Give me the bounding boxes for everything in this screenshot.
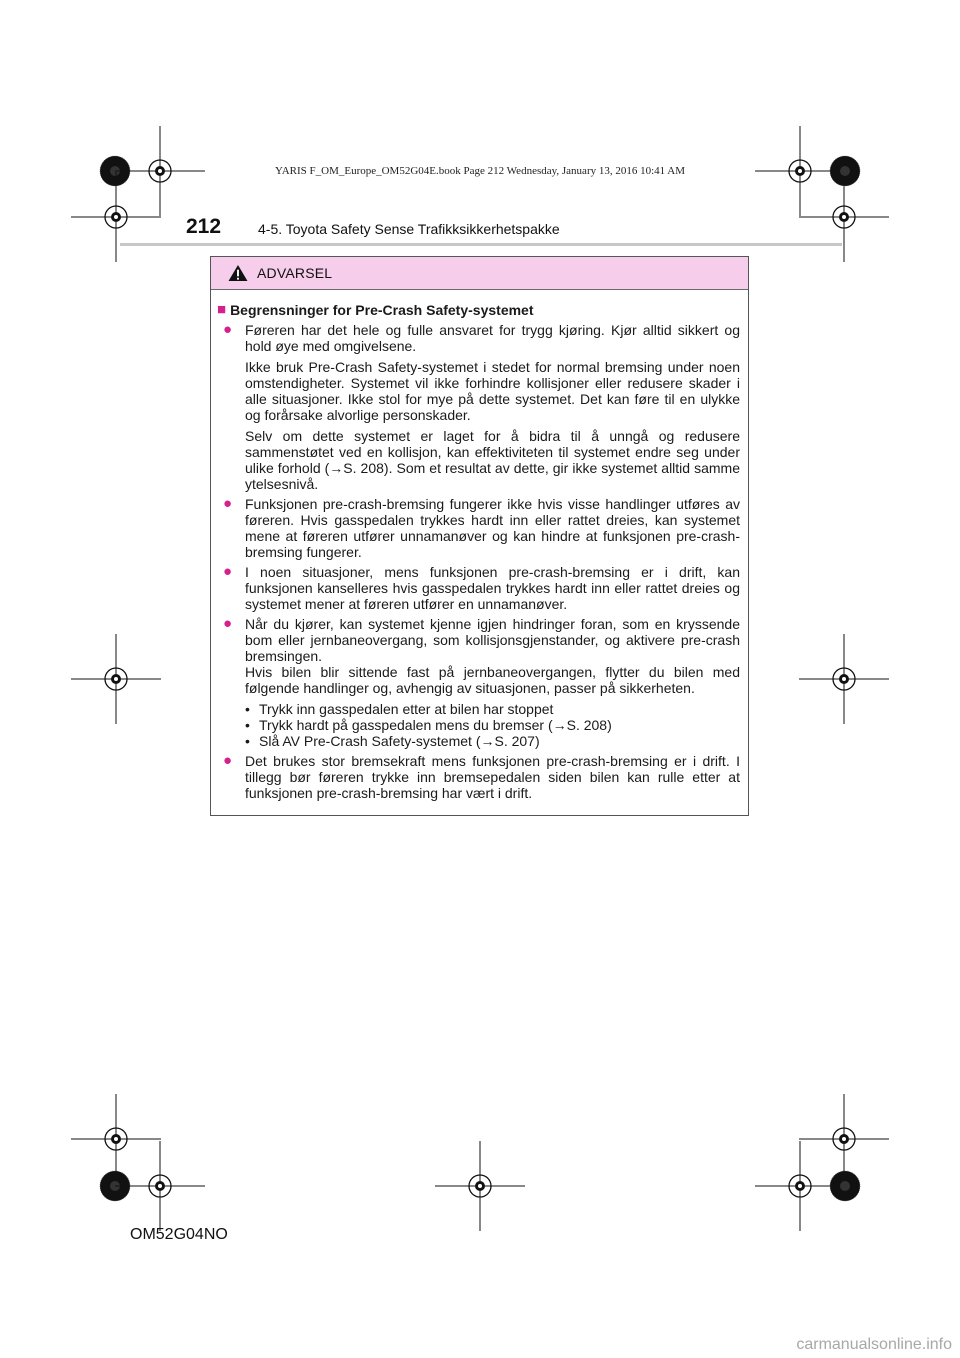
sub-item-text: Slå AV Pre-Crash Safety-systemet (→S. 207) (259, 733, 540, 749)
paragraph: Funksjonen pre-crash-bremsing fungerer ikke hvis visse handlinger utføres av føreren. Hvis gasspedalen trykkes hardt inn eller rattet dreies, kan systemet mene at føreren utfører unnamanøver og kan hindre at funksjonen pre-crash-bremsing fungerer. (245, 496, 740, 560)
circle-bullet-icon: ● (223, 495, 233, 512)
sub-list-item (245, 701, 740, 717)
list-item (217, 322, 740, 492)
watermark: carmanualsonline.info (796, 1336, 952, 1353)
list-item (217, 753, 740, 801)
sub-list-item (245, 733, 740, 749)
list-item (217, 496, 740, 560)
document-code: OM52G04NO (130, 1226, 228, 1243)
small-bullet-icon: • (245, 717, 250, 733)
paragraph: Ikke bruk Pre-Crash Safety-systemet i stedet for normal bremsing under noen omstendigheter. Systemet vil ikke forhindre kollisjoner eller redusere skader i alle situasjoner. Ikke stol for mye på dette systemet. Det kan føre til en ulykke og forårsake alvorlige personskader. (245, 359, 740, 423)
sub-item-text: Trykk hardt på gasspedalen mens du bremser (→S. 208) (259, 717, 612, 733)
circle-bullet-icon: ● (223, 321, 233, 338)
page-number: 212 (186, 215, 222, 238)
circle-bullet-icon: ● (223, 752, 233, 769)
circle-bullet-icon: ● (223, 563, 233, 580)
small-bullet-icon: • (245, 701, 250, 717)
section-title: 4-5. Toyota Safety Sense Trafikksikkerhetspakke (258, 221, 560, 237)
header-rule (120, 243, 842, 246)
warning-box (210, 256, 749, 816)
warning-body (211, 290, 748, 801)
paragraph: Det brukes stor bremsekraft mens funksjonen pre-crash-bremsing er i drift. I tillegg bør føreren trykke inn bremsepedalen siden bilen kan rulle etter at funksjonen pre-crash-bremsing har vært i drift. (245, 753, 740, 801)
list-item (217, 564, 740, 612)
warning-label: ADVARSEL (257, 265, 333, 281)
warning-triangle-icon (227, 264, 249, 282)
circle-bullet-icon: ● (223, 615, 233, 632)
warning-header (211, 257, 748, 290)
paragraph: Føreren har det hele og fulle ansvaret for trygg kjøring. Kjør alltid sikkert og hold øye med omgivelsene. (245, 322, 740, 354)
square-bullet-icon: ■ (217, 301, 227, 318)
sub-item-text: Trykk inn gasspedalen etter at bilen har stoppet (259, 701, 554, 717)
print-header: YARIS F_OM_Europe_OM52G04E.book Page 212 Wednesday, January 13, 2016 10:41 AM (274, 165, 686, 177)
list-item (217, 616, 740, 749)
topic-title (217, 302, 740, 318)
paragraph: Når du kjører, kan systemet kjenne igjen hindringer foran, som en kryssende bom eller jernbaneovergang, som kollisjonsgjenstander, og aktivere pre-crash bremsingen. (245, 616, 740, 664)
paragraph: Selv om dette systemet er laget for å bidra til å unngå og redusere sammenstøtet ved en kollisjon, kan effektiviteten til systemet endre seg under ulike forhold (→S. 208). Som et resultat av dette, gir ikke systemet alltid samme ytelsesnivå. (245, 428, 740, 492)
sub-list-item (245, 717, 740, 733)
paragraph: Hvis bilen blir sittende fast på jernbaneovergangen, flytter du bilen med følgende handlinger og, avhengig av situasjonen, passer på sikkerheten. (245, 664, 740, 696)
paragraph: I noen situasjoner, mens funksjonen pre-crash-bremsing er i drift, kan funksjonen kanselleres hvis gasspedalen trykkes hardt inn eller rattet dreies og systemet mener at føreren utfører en unnamanøver. (245, 564, 740, 612)
small-bullet-icon: • (245, 733, 250, 749)
topic-title-text: Begrensninger for Pre-Crash Safety-systemet (230, 302, 534, 318)
